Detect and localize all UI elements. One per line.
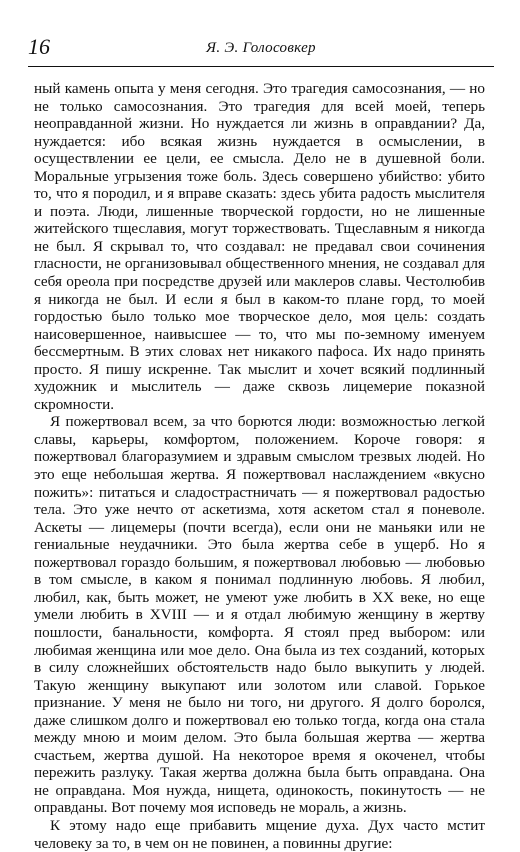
paragraph-1: ный камень опыта у меня сегодня. Это трагедия самосознания, — но не только самосознания. Это трагедия для всей моей, теперь неоправданной жизни. Но нуждается ли жизнь в оправдании? Да, нуждается: ибо всякая жизнь нуждается в осмыслении, в осуществлении ее цели, ее смысла. Дело не в душевной боли. Моральные угрызения тоже боль. Здесь совершено убийство: убито то, что я породил, и я вправе сказать: здесь убита радость мыслителя и поэта. Люди, лишенные творческой гордости, но не лишенные житейского тщеславия, могут торжествовать. Тщеславным я никогда не был. Я скрывал то, что создавал: не предавал свои сочинения гласности, не организовывал общественного мнения, не создавал для себя ореола при посредстве друзей или маклеров славы. Честолюбив я никогда не был. И если я был в каком-то плане горд, то моей гордостью было только мое творческое дело, моя цель: создать наисовершенное, наивысшее — то, что мы по-земному именуем бессмертным. В этих словах нет никакого пафоса. Их надо принять просто. Я пишу искренне. Так мыслит и хочет всякий подлинный художник и мыслитель — даже сквозь лицемерие показной скромности. (34, 80, 485, 413)
paragraph-3: К этому надо еще прибавить мщение духа. Дух часто мстит человеку за то, в чем он не повинен, а повинны другие: (34, 816, 485, 852)
paragraph-2: Я пожертвовал всем, за что борются люди: возможностью легкой славы, карьеры, комфортом, положением. Короче говоря: я пожертвовал благоразумием и здравым смыслом трезвых людей. Но это еще небольшая жертва. Я пожертвовал наслаждением «вкусно пожить»: питаться и сладострастничать — я пожертвовал радостью тела. Это уже нечто от аскетизма, хотя аскетом стал я поневоле. Аскеты — лицемеры (почти всегда), если они не маньяки или не гениальные неудачники. Это была жертва себе в ущерб. Но я пожертвовал гораздо большим, я пожертвовал любовью — любовью в том смысле, в каком я понимал подлинную любовь. Я любил, любил, как, быть может, не умеют уже любить в XX веке, но еще умели любить в XVIII — и я отдал любимую женщину в жертву пошлости, банальности, комфорта. Я стоял пред выбором: или любимая женщина или мое дело. Она была из тех созданий, которых в силу сложнейших обстоятельств надо было выкупить у людей. Такую женщину выкупают или золотом или славой. Горькое признание. У меня не было ни того, ни другого. Я долго боролся, даже слишком долго и пожертвовал ею только тогда, когда она стала между мною и моим делом. Это была большая жертва — жертва счастьем, жертва душой. На некоторое время я окоченел, чтобы пережить разлуку. Такая жертва должна была быть оправдана. Она не оправдана. Моя нужда, нищета, одинокость, покинутость — не оправданы. Вот почему моя исповедь не мораль, а жизнь. (34, 413, 485, 817)
page-number: 16 (28, 34, 50, 59)
page-header (28, 30, 494, 67)
body-text (34, 80, 485, 852)
running-head: Я. Э. Голосовкер (206, 40, 316, 56)
